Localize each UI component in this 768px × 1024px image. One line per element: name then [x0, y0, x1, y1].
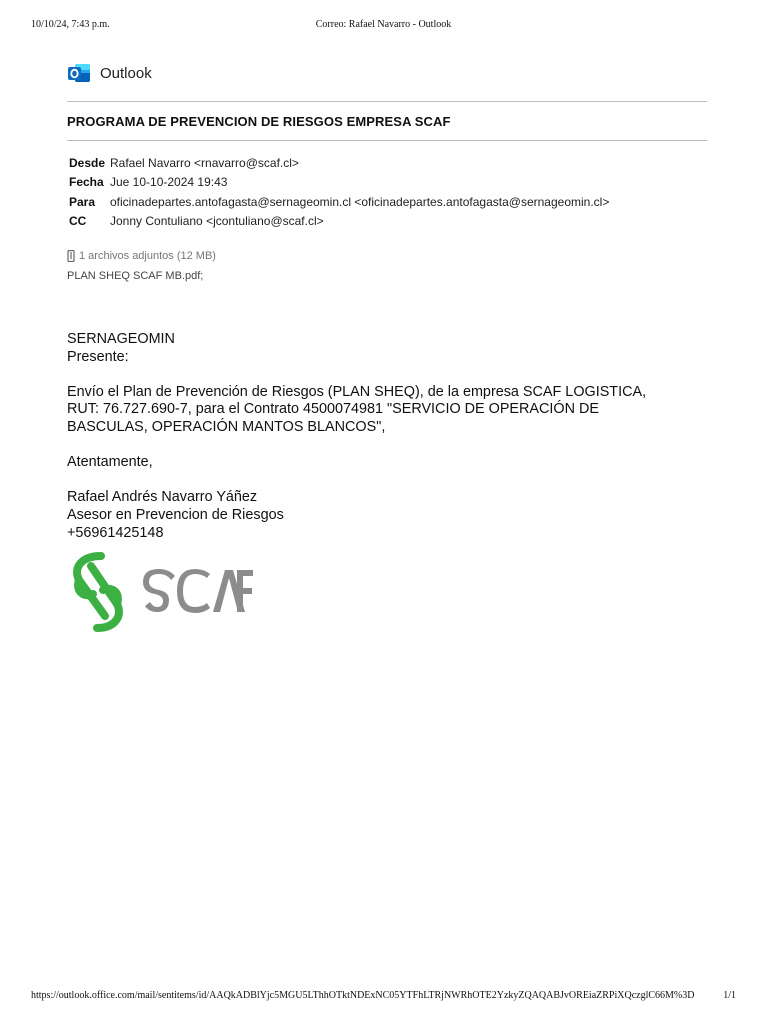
header-label: Fecha: [69, 175, 104, 190]
header-row-from: [69, 153, 609, 173]
divider: [67, 140, 707, 141]
header-label: Desde: [69, 155, 106, 170]
header-value: Jue 10-10-2024 19:43: [110, 175, 228, 190]
header-label: Para: [69, 194, 96, 209]
scaf-logo-icon: [67, 546, 257, 634]
body-line: Envío el Plan de Prevención de Riesgos (PLAN SHEQ), de la empresa SCAF LOGISTICA,: [67, 383, 647, 400]
paperclip-icon: [67, 250, 75, 262]
outlook-logo-icon: [67, 61, 91, 85]
print-header: [31, 19, 736, 33]
print-footer: [31, 990, 736, 1004]
header-row-cc: [69, 212, 609, 232]
email-body: [67, 331, 707, 542]
print-datetime: 10/10/24, 7:43 p.m.: [31, 19, 110, 30]
signature-name: Rafael Andrés Navarro Yáñez: [67, 489, 258, 506]
body-line: Presente:: [67, 348, 129, 365]
body-line: RUT: 76.727.690-7, para el Contrato 4500074981 "SERVICIO DE OPERACIÓN DE: [67, 401, 599, 418]
email-subject: PROGRAMA DE PREVENCION DE RIESGOS EMPRESA SCAF: [67, 114, 451, 129]
page-number: 1/1: [723, 990, 736, 1001]
app-brand: [67, 61, 152, 85]
body-line: SERNAGEOMIN: [67, 331, 175, 347]
body-closing: Atentamente,: [67, 454, 153, 471]
email-headers: [69, 153, 609, 231]
body-line: BASCULAS, OPERACIÓN MANTOS BLANCOS",: [67, 418, 386, 435]
header-row-to: [69, 192, 609, 212]
print-title: Correo: Rafael Navarro - Outlook: [315, 19, 452, 30]
attachment-file-name[interactable]: PLAN SHEQ SCAF MB.pdf;: [67, 270, 204, 282]
signature-title: Asesor en Prevencion de Riesgos: [67, 506, 284, 523]
header-value: Rafael Navarro <rnavarro@scaf.cl>: [110, 155, 299, 170]
header-row-date: [69, 173, 609, 193]
header-value: oficinadepartes.antofagasta@sernageomin.cl <oficinadepartes.antofagasta@sernageomin.cl>: [110, 194, 610, 209]
header-value: Jonny Contuliano <jcontuliano@scaf.cl>: [110, 214, 324, 229]
attachments-summary: [67, 250, 216, 262]
signature-phone: +56961425148: [67, 524, 164, 541]
print-url: https://outlook.office.com/mail/sentitems/id/AAQkADBlYjc5MGU5LThhOTktNDExNC05YTFhLTRjNWRhOTE2YzkyZQAQABJvOREiaZRPiXQczglC66M%3D: [31, 990, 695, 1001]
divider: [67, 101, 707, 102]
attachments-count: 1 archivos adjuntos (12 MB): [79, 250, 216, 262]
header-label: CC: [69, 214, 87, 229]
app-name: Outlook: [100, 64, 152, 82]
